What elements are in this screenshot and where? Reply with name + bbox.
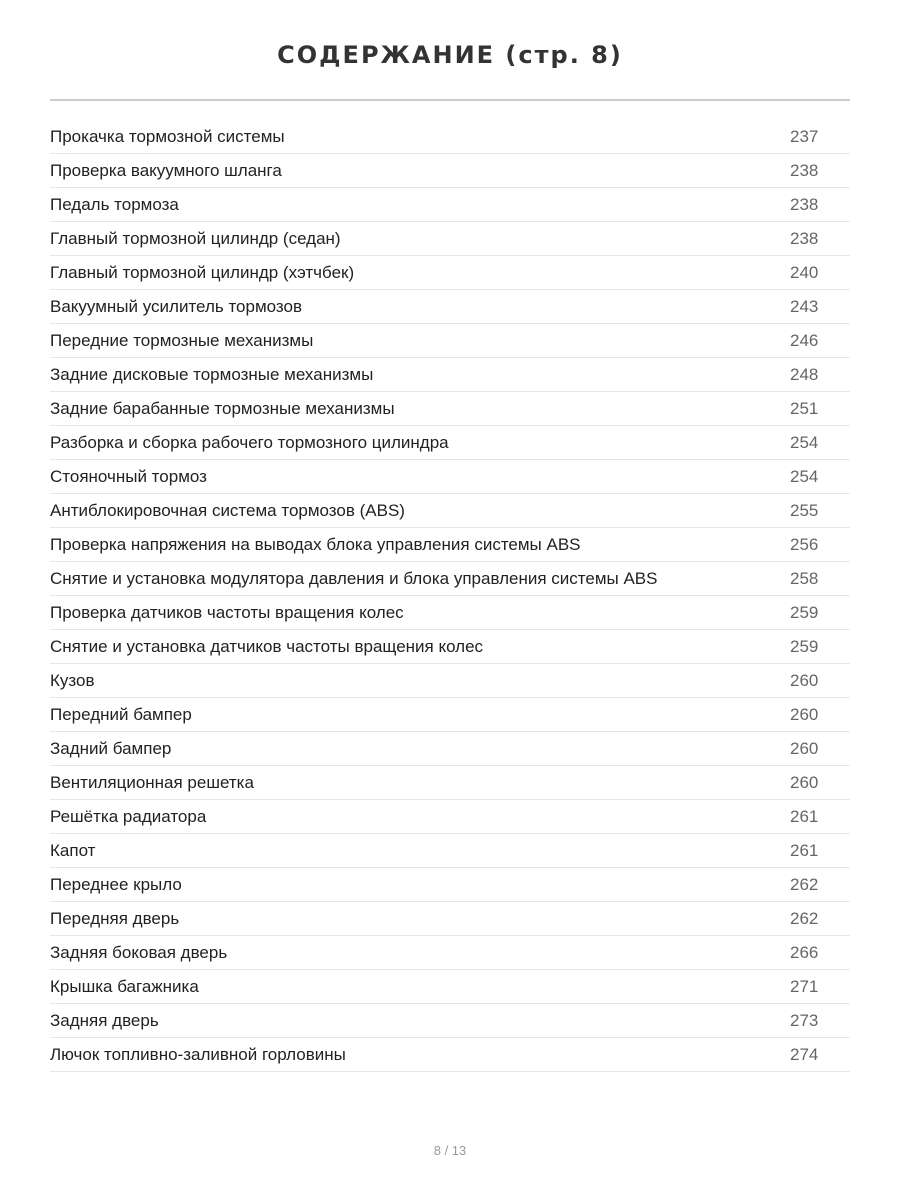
toc-page-number: 246: [790, 331, 819, 350]
toc-row[interactable]: [50, 562, 850, 596]
toc-list: [50, 120, 850, 1072]
toc-entry-title: Кузов: [50, 671, 95, 690]
toc-page-number: 254: [790, 433, 819, 452]
toc-page-number: 237: [790, 127, 819, 146]
toc-row[interactable]: [50, 222, 850, 256]
toc-row[interactable]: [50, 460, 850, 494]
toc-entry-title: Задние дисковые тормозные механизмы: [50, 365, 374, 384]
toc-entry-title: Лючок топливно-заливной горловины: [50, 1045, 346, 1064]
toc-page-number: 256: [790, 535, 819, 554]
toc-page-number: 261: [790, 807, 819, 826]
toc-row[interactable]: [50, 766, 850, 800]
toc-row[interactable]: [50, 392, 850, 426]
toc-entry-title: Главный тормозной цилиндр (хэтчбек): [50, 263, 355, 282]
toc-page-number: 243: [790, 297, 819, 316]
toc-page-number: 261: [790, 841, 819, 860]
toc-page-number: 260: [790, 773, 819, 792]
toc-entry-title: Антиблокировочная система тормозов (ABS): [50, 501, 405, 520]
toc-row[interactable]: [50, 188, 850, 222]
toc-page-number: 260: [790, 671, 819, 690]
toc-row[interactable]: [50, 1038, 850, 1072]
toc-entry-title: Решётка радиатора: [50, 807, 207, 826]
toc-page-number: 266: [790, 943, 819, 962]
toc-entry-title: Педаль тормоза: [50, 195, 179, 214]
toc-entry-title: Задний бампер: [50, 739, 172, 758]
toc-entry-title: Вентиляционная решетка: [50, 773, 254, 792]
toc-entry-title: Капот: [50, 841, 96, 860]
toc-row[interactable]: [50, 256, 850, 290]
toc-row[interactable]: [50, 120, 850, 154]
toc-entry-title: Снятие и установка модулятора давления и блока управления системы ABS: [50, 569, 658, 588]
toc-page-number: 259: [790, 603, 819, 622]
toc-row[interactable]: [50, 970, 850, 1004]
page-indicator: 8 / 13: [433, 1143, 467, 1158]
toc-row[interactable]: [50, 630, 850, 664]
toc-row[interactable]: [50, 936, 850, 970]
toc-entry-title: Вакуумный усилитель тормозов: [50, 297, 302, 316]
toc-page-number: 238: [790, 161, 819, 180]
toc-page-number: 260: [790, 705, 819, 724]
toc-row[interactable]: [50, 324, 850, 358]
toc-page-number: 240: [790, 263, 819, 282]
toc-row[interactable]: [50, 1004, 850, 1038]
toc-page-number: 255: [790, 501, 819, 520]
toc-page-number: 238: [790, 229, 819, 248]
toc-row[interactable]: [50, 154, 850, 188]
toc-page-number: 274: [790, 1045, 819, 1064]
toc-page-number: 262: [790, 875, 819, 894]
toc-row[interactable]: [50, 868, 850, 902]
toc-row[interactable]: [50, 664, 850, 698]
toc-entry-title: Передние тормозные механизмы: [50, 331, 314, 350]
toc-row[interactable]: [50, 698, 850, 732]
toc-entry-title: Проверка датчиков частоты вращения колес: [50, 603, 404, 622]
toc-row[interactable]: [50, 902, 850, 936]
toc-page-number: 271: [790, 977, 819, 996]
toc-entry-title: Проверка вакуумного шланга: [50, 161, 282, 180]
toc-entry-title: Главный тормозной цилиндр (седан): [50, 229, 341, 248]
toc-row[interactable]: [50, 596, 850, 630]
toc-entry-title: Прокачка тормозной системы: [50, 127, 285, 146]
page-title: СОДЕРЖАНИЕ (стр. 8): [277, 41, 623, 69]
toc-page-number: 259: [790, 637, 819, 656]
toc-row[interactable]: [50, 358, 850, 392]
toc-page-number: 273: [790, 1011, 819, 1030]
toc-row[interactable]: [50, 528, 850, 562]
toc-entry-title: Крышка багажника: [50, 977, 199, 996]
toc-entry-title: Передний бампер: [50, 705, 192, 724]
toc-entry-title: Передняя дверь: [50, 909, 180, 928]
toc-row[interactable]: [50, 834, 850, 868]
toc-entry-title: Снятие и установка датчиков частоты вращения колес: [50, 637, 484, 656]
toc-entry-title: Стояночный тормоз: [50, 467, 207, 486]
toc-page-number: 260: [790, 739, 819, 758]
toc-row[interactable]: [50, 732, 850, 766]
toc-page-number: 251: [790, 399, 819, 418]
toc-row[interactable]: [50, 426, 850, 460]
toc-entry-title: Переднее крыло: [50, 875, 182, 894]
toc-page-number: 258: [790, 569, 819, 588]
toc-row[interactable]: [50, 494, 850, 528]
toc-entry-title: Задняя дверь: [50, 1011, 159, 1030]
toc-page-number: 262: [790, 909, 819, 928]
toc-entry-title: Разборка и сборка рабочего тормозного цилиндра: [50, 433, 449, 452]
toc-entry-title: Задняя боковая дверь: [50, 943, 228, 962]
toc-page-number: 254: [790, 467, 819, 486]
toc-row[interactable]: [50, 290, 850, 324]
toc-page-number: 248: [790, 365, 819, 384]
toc-row[interactable]: [50, 800, 850, 834]
toc-entry-title: Задние барабанные тормозные механизмы: [50, 399, 395, 418]
toc-page-number: 238: [790, 195, 819, 214]
title-divider: [50, 99, 850, 101]
toc-entry-title: Проверка напряжения на выводах блока управления системы ABS: [50, 535, 581, 554]
